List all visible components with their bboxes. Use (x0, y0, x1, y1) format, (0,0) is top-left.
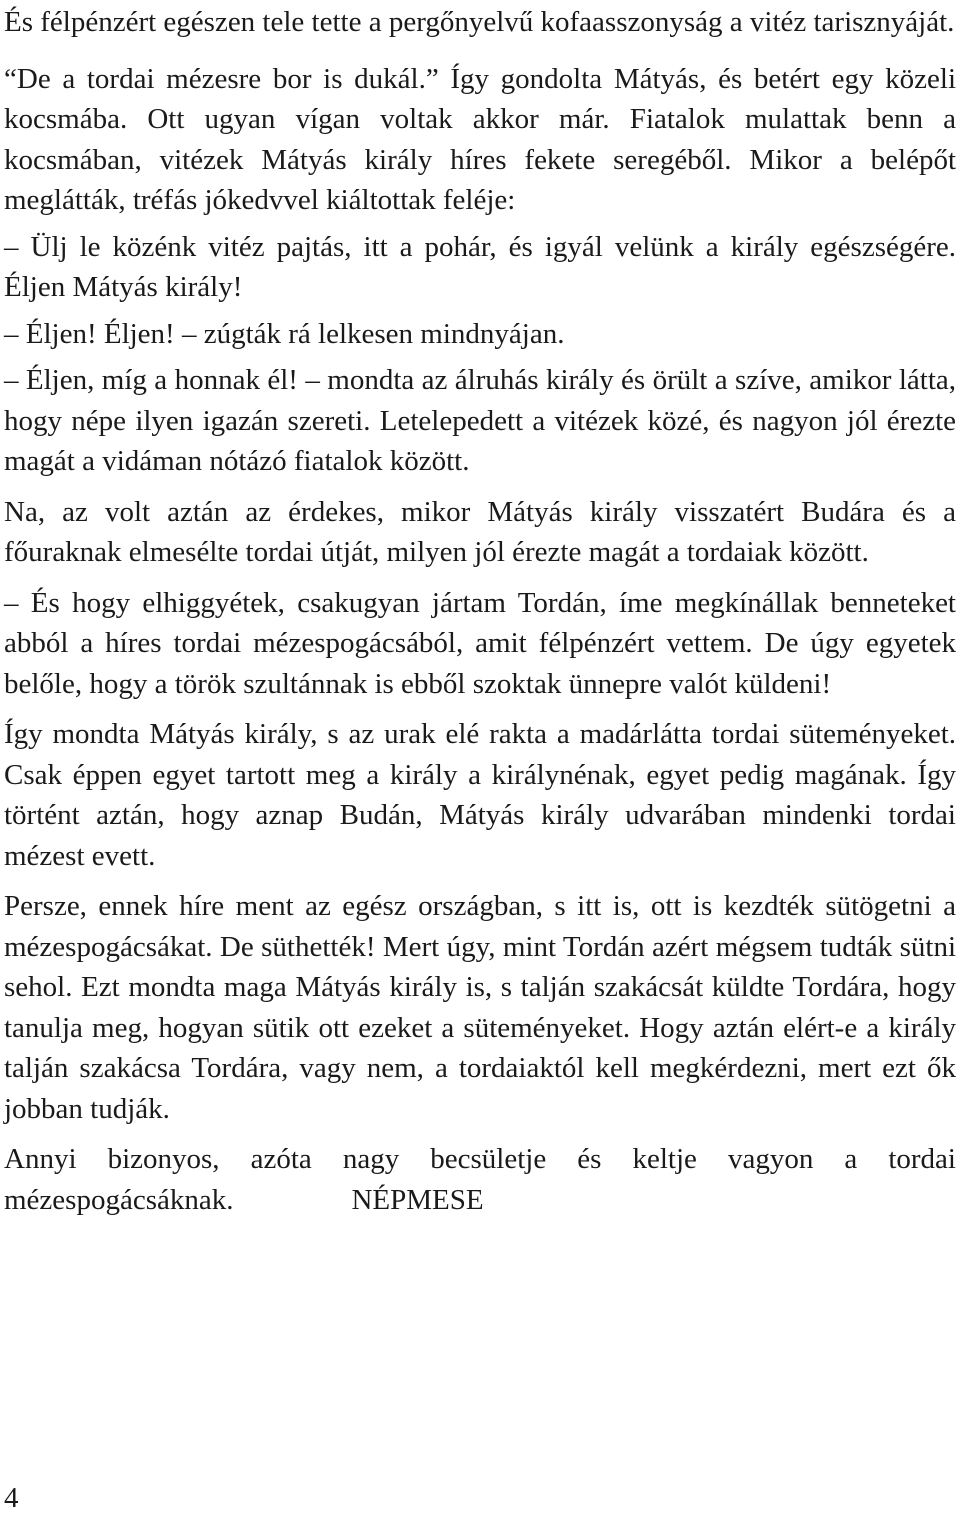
final-paragraph-text: Annyi bizonyos, azóta nagy becsületje és keltje vagyon a tordai (4, 1143, 956, 1175)
paragraph-3: Na, az volt aztán az érdekes, mikor Mátyás király visszatért Budára és a főuraknak elmesélte tordai útját, milyen jól érezte magát a tordaiak között. (4, 495, 956, 568)
dialogue-line-1: – Ülj le közénk vitéz pajtás, itt a pohár, és igyál velünk a király egészségére. Éljen Mátyás király! (4, 230, 956, 303)
final-paragraph (4, 1139, 956, 1220)
signature: NÉPMESE (351, 1183, 484, 1216)
paragraph-1: És félpénzért egészen tele tette a pergőnyelvű kofaasszonyság a vitéz tarisznyáját. (4, 6, 955, 38)
page-number: 4 (4, 1482, 19, 1514)
dialogue-line-3: – Éljen, míg a honnak él! – mondta az álruhás király és örült a szíve, amikor látta, hogy népe ilyen igazán szereti. Letelepedett a vitézek közé, és nagyon jól érezte magát a vidáman nótázó fiatalok között. (4, 364, 956, 477)
paragraph-6: Persze, ennek híre ment az egész országban, s itt is, ott is kezdték sütögetni a mézespogácsákat. De süthették! Mert úgy, mint Tordán azért mégsem tudták sütni sehol. Ezt mondta maga Mátyás király is, s talján szakácsát küldte Tordára, hogy tanulja meg, hogyan sütik ott ezeket a süteményeket. Hogy aztán elért-e a király talján szakácsa Tordára, vagy nem, a tordaiaktól kell megkérdezni, mert ezt ők jobban tudják. (4, 890, 956, 1125)
final-paragraph-end: mézespogácsáknak. (4, 1183, 234, 1216)
dialogue-line-2: – Éljen! Éljen! – zúgták rá lelkesen mindnyájan. (4, 317, 565, 350)
paragraph-5: Így mondta Mátyás király, s az urak elé rakta a madárlátta tordai süteményeket. Csak éppen egyet tartott meg a király a királynénak, egyet pedig magának. Így történt aztán, hogy aznap Budán, Mátyás király udvarában mindenki tordai mézest evett. (4, 718, 956, 872)
final-line (4, 1184, 484, 1216)
paragraph-4: – És hogy elhiggyétek, csakugyan jártam Tordán, íme megkínállak benneteket abból a híres tordai mézespogácsából, amit félpénzért vettem. De úgy egyetek belőle, hogy a török szultánnak is ebből szoktak ünnepre valót küldeni! (4, 586, 956, 700)
paragraph-2: “De a tordai mézesre bor is dukál.” Így gondolta Mátyás, és betért egy közeli kocsmába. Ott ugyan vígan voltak akkor már. Fiatalok mulattak benn a kocsmában, vitézek Mátyás király híres fekete seregéből. Mikor a belépőt meglátták, tréfás jókedvvel kiáltottak feléje: (4, 62, 956, 216)
